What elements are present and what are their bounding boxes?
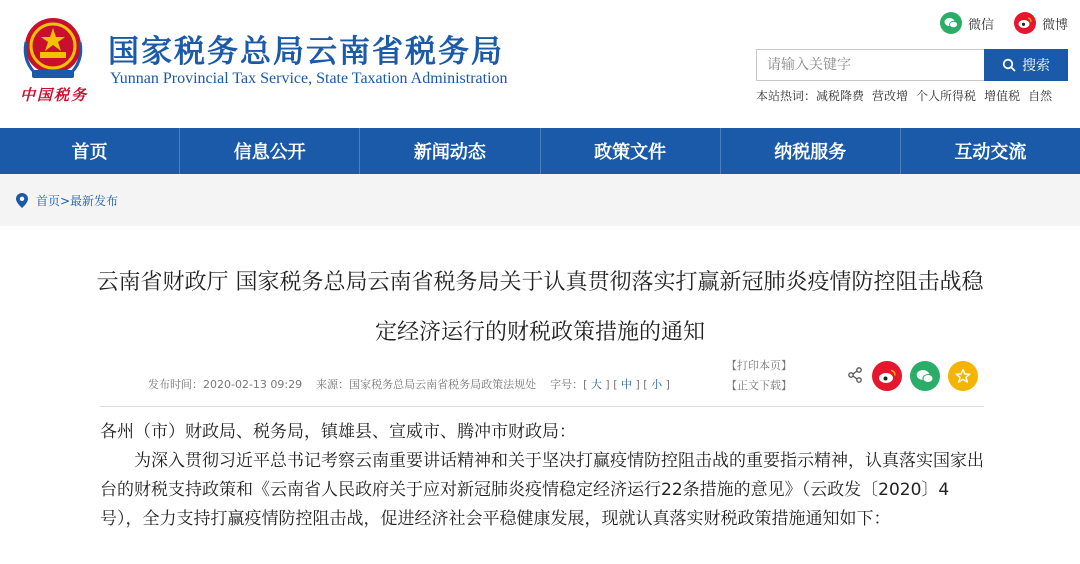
hot-word[interactable]: 减税降费: [816, 89, 865, 103]
hot-words: [756, 87, 1052, 104]
hot-words-label: 本站热词：: [756, 89, 817, 103]
search-button-label: 搜索: [1022, 58, 1050, 74]
breadcrumb: [16, 192, 118, 209]
site-header: [0, 0, 1080, 128]
hot-word[interactable]: 营改增: [872, 89, 909, 103]
font-size-medium[interactable]: 中: [621, 378, 632, 391]
search-button[interactable]: [984, 49, 1068, 81]
nav-item-news[interactable]: 新闻动态: [360, 128, 540, 174]
publish-time: 2020-02-13 09:29: [203, 378, 303, 391]
share-favorite-button[interactable]: [948, 361, 978, 391]
print-page-link[interactable]: 【打印本页】: [726, 359, 792, 372]
wechat-link[interactable]: [940, 12, 994, 34]
breadcrumb-bar: [0, 174, 1080, 226]
location-pin-icon: [16, 193, 28, 208]
source-label: 来源：: [316, 378, 350, 391]
weibo-label: 微博: [1042, 17, 1069, 33]
share-wechat-button[interactable]: [910, 361, 940, 391]
nav-item-tax-service[interactable]: 纳税服务: [721, 128, 901, 174]
font-size-large[interactable]: 大: [590, 378, 602, 391]
site-subtitle: Yunnan Provincial Tax Service, State Taxation Administration: [110, 70, 508, 87]
share-icon[interactable]: [847, 367, 863, 383]
article-title: 云南省财政厅 国家税务总局云南省税务局关于认真贯彻落实打赢新冠肺炎疫情防控阻击战稳定经济运行的财税政策措施的通知: [96, 270, 984, 345]
source: 国家税务总局云南省税务局政策法规处: [349, 378, 537, 391]
divider: [100, 406, 984, 407]
print-links: [726, 356, 792, 396]
salutation: 各州（市）财政局、税务局，镇雄县、宣威市、腾冲市财政局：: [100, 422, 576, 442]
article-meta: 发布时间：2020-02-13 09:29 来源：国家税务总局云南省税务局政策法规处 字号：[ 大 ] [ 中 ] [ 小 ]: [148, 378, 670, 391]
main-nav: [0, 128, 1080, 174]
font-size-label: 字号：: [550, 378, 584, 391]
font-size-small[interactable]: 小: [651, 378, 663, 391]
hot-word[interactable]: 增值税: [984, 89, 1021, 103]
share-weibo-button[interactable]: [872, 361, 902, 391]
search-icon: [1002, 58, 1016, 72]
weibo-icon: [1014, 12, 1036, 34]
emblem-caption: 中国税务: [20, 86, 89, 104]
nav-item-info-disclosure[interactable]: 信息公开: [180, 128, 360, 174]
hot-word[interactable]: 自然: [1028, 89, 1053, 103]
hot-word[interactable]: 个人所得税: [916, 89, 977, 103]
nav-item-policy[interactable]: 政策文件: [541, 128, 721, 174]
wechat-icon: [940, 12, 962, 34]
nav-item-interaction[interactable]: 互动交流: [954, 142, 1027, 163]
wechat-icon: [916, 369, 934, 384]
weibo-link[interactable]: [1014, 12, 1068, 34]
wechat-label: 微信: [968, 17, 995, 33]
article-paragraph: 为深入贯彻习近平总书记考察云南重要讲话精神和关于坚决打赢疫情防控阻击战的重要指示精神，认真落实国家出台的财税支持政策和《云南省人民政府关于应对新冠肺炎疫情稳定经济运行22条措施的意见》（云政发〔2020〕4号），全力支持打赢疫情防控阻击战，促进经济社会平稳健康发展，现就认真落实财税政策措施通知如下：: [100, 451, 984, 529]
nav-item-home[interactable]: 首页: [0, 128, 180, 174]
article-body: [100, 418, 984, 534]
download-text-link[interactable]: 【正文下载】: [726, 379, 792, 392]
weibo-icon: [878, 369, 896, 384]
star-icon: [955, 368, 971, 384]
breadcrumb-text[interactable]: 首页>最新发布: [36, 194, 119, 208]
search-input[interactable]: 请输入关键字: [756, 49, 984, 81]
publish-label: 发布时间：: [148, 378, 203, 391]
site-title[interactable]: 国家税务总局云南省税务局: [108, 34, 504, 70]
